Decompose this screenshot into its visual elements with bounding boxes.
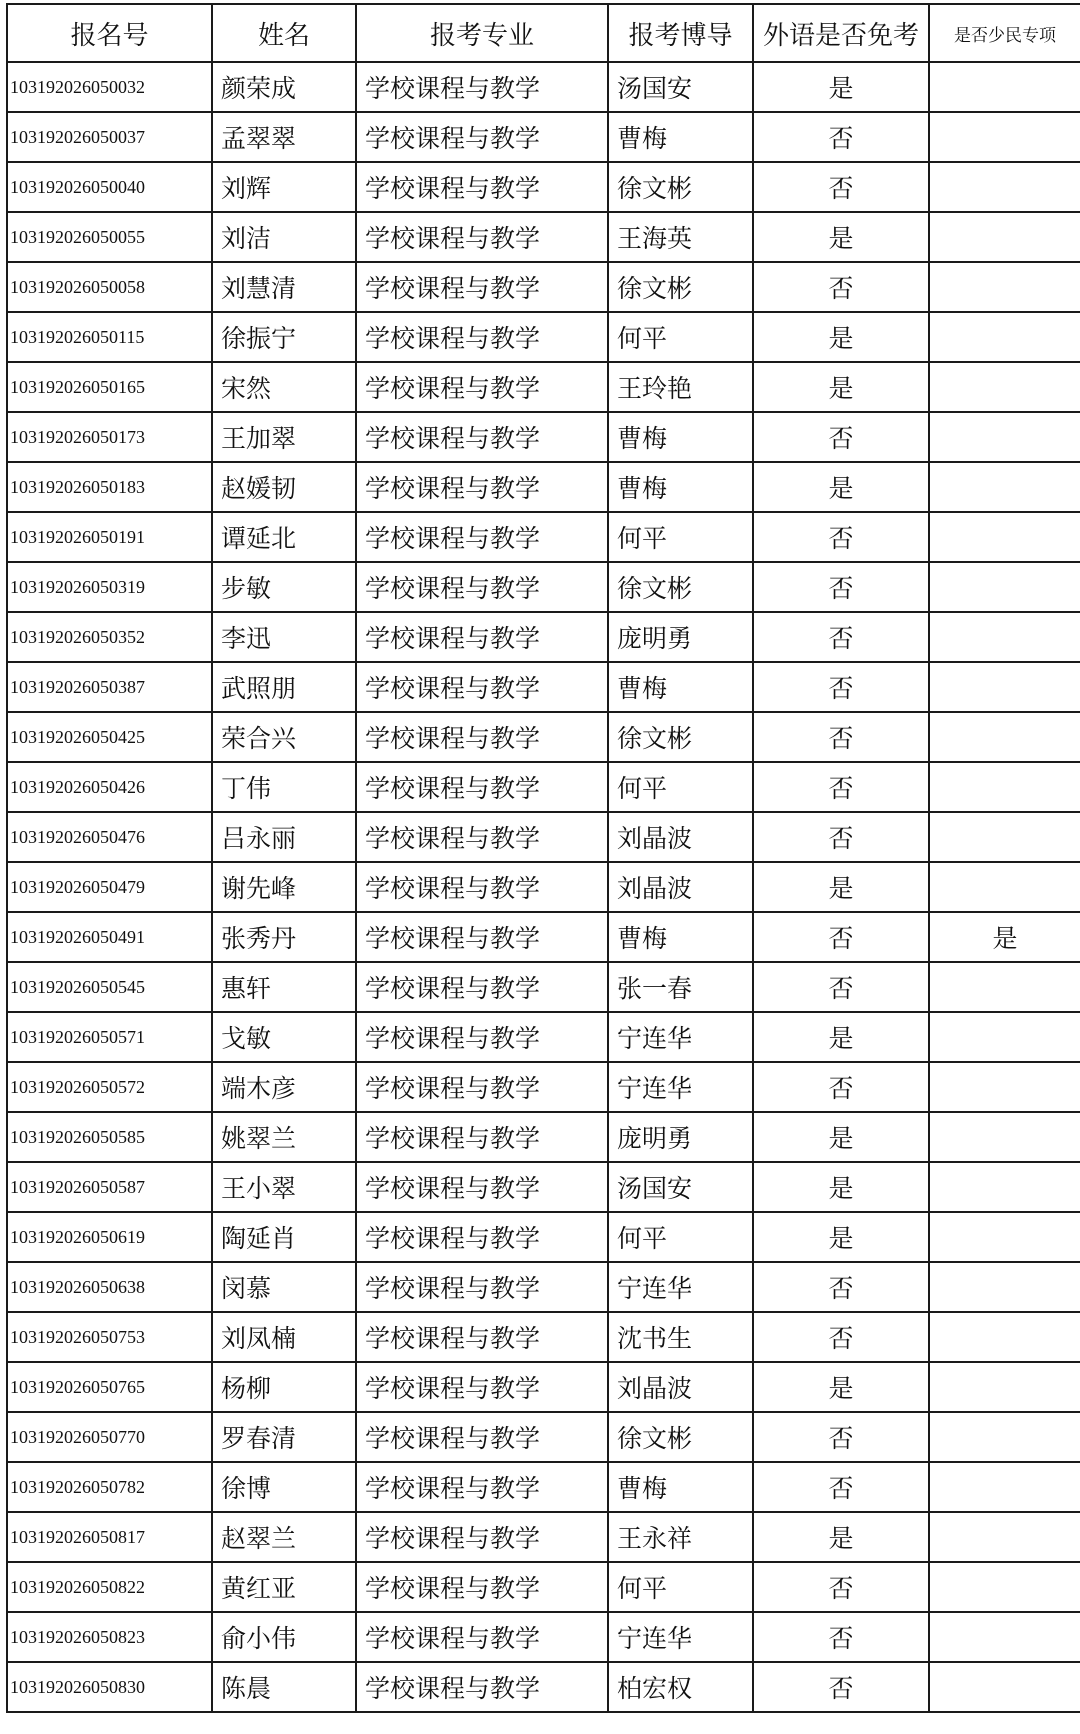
language-exempt-cell: 否 (753, 1462, 929, 1512)
name-cell: 刘凤楠 (212, 1312, 356, 1362)
registration-number-cell: 103192026050823 (7, 1612, 212, 1662)
language-exempt-cell: 否 (753, 912, 929, 962)
minority-program-cell (929, 62, 1080, 112)
name-cell: 刘辉 (212, 162, 356, 212)
major-cell: 学校课程与教学 (356, 962, 608, 1012)
language-exempt-cell: 否 (753, 812, 929, 862)
registration-number-cell: 103192026050037 (7, 112, 212, 162)
major-cell: 学校课程与教学 (356, 1362, 608, 1412)
advisor-cell: 徐文彬 (608, 262, 753, 312)
registration-number-cell: 103192026050352 (7, 612, 212, 662)
table-row (7, 562, 1080, 612)
language-exempt-cell: 否 (753, 1412, 929, 1462)
name-cell: 罗春清 (212, 1412, 356, 1462)
minority-program-cell (929, 162, 1080, 212)
registration-number-cell: 103192026050822 (7, 1562, 212, 1612)
table-row (7, 1562, 1080, 1612)
language-exempt-cell: 否 (753, 1662, 929, 1712)
registration-number-cell: 103192026050191 (7, 512, 212, 562)
minority-program-cell (929, 362, 1080, 412)
major-cell: 学校课程与教学 (356, 62, 608, 112)
registration-number-cell: 103192026050055 (7, 212, 212, 262)
table-row (7, 1012, 1080, 1062)
advisor-cell: 庞明勇 (608, 612, 753, 662)
table-row (7, 1062, 1080, 1112)
language-exempt-cell: 是 (753, 1162, 929, 1212)
major-cell: 学校课程与教学 (356, 1262, 608, 1312)
registration-number-cell: 103192026050587 (7, 1162, 212, 1212)
language-exempt-cell: 是 (753, 362, 929, 412)
minority-program-cell (929, 1262, 1080, 1312)
minority-program-cell (929, 1662, 1080, 1712)
name-cell: 吕永丽 (212, 812, 356, 862)
major-cell: 学校课程与教学 (356, 612, 608, 662)
name-cell: 赵翠兰 (212, 1512, 356, 1562)
major-cell: 学校课程与教学 (356, 412, 608, 462)
registration-number-cell: 103192026050545 (7, 962, 212, 1012)
table-row (7, 912, 1080, 962)
minority-program-cell (929, 562, 1080, 612)
advisor-cell: 何平 (608, 762, 753, 812)
table-row (7, 962, 1080, 1012)
name-cell: 刘洁 (212, 212, 356, 262)
name-cell: 谢先峰 (212, 862, 356, 912)
table-row (7, 812, 1080, 862)
table-body (7, 62, 1080, 1712)
language-exempt-cell: 否 (753, 662, 929, 712)
language-exempt-cell: 否 (753, 1262, 929, 1312)
advisor-cell: 何平 (608, 512, 753, 562)
advisor-cell: 宁连华 (608, 1012, 753, 1062)
table-row (7, 1612, 1080, 1662)
major-cell: 学校课程与教学 (356, 1412, 608, 1462)
advisor-cell: 曹梅 (608, 112, 753, 162)
table-row (7, 512, 1080, 562)
advisor-cell: 宁连华 (608, 1262, 753, 1312)
table-row (7, 62, 1080, 112)
table-row (7, 362, 1080, 412)
name-cell: 宋然 (212, 362, 356, 412)
major-cell: 学校课程与教学 (356, 462, 608, 512)
advisor-cell: 王玲艳 (608, 362, 753, 412)
language-exempt-cell: 否 (753, 712, 929, 762)
major-cell: 学校课程与教学 (356, 1112, 608, 1162)
registration-number-cell: 103192026050770 (7, 1412, 212, 1462)
language-exempt-cell: 是 (753, 1362, 929, 1412)
name-cell: 陈晨 (212, 1662, 356, 1712)
language-exempt-cell: 否 (753, 412, 929, 462)
minority-program-cell (929, 1112, 1080, 1162)
name-cell: 徐博 (212, 1462, 356, 1512)
advisor-cell: 曹梅 (608, 1462, 753, 1512)
minority-program-cell (929, 312, 1080, 362)
advisor-cell: 宁连华 (608, 1062, 753, 1112)
table-row (7, 312, 1080, 362)
name-cell: 徐振宁 (212, 312, 356, 362)
minority-program-cell (929, 412, 1080, 462)
name-cell: 王小翠 (212, 1162, 356, 1212)
major-cell: 学校课程与教学 (356, 362, 608, 412)
major-cell: 学校课程与教学 (356, 262, 608, 312)
advisor-cell: 汤国安 (608, 62, 753, 112)
table-row (7, 1362, 1080, 1412)
advisor-cell: 徐文彬 (608, 712, 753, 762)
table-row (7, 162, 1080, 212)
table-row (7, 412, 1080, 462)
name-cell: 孟翠翠 (212, 112, 356, 162)
minority-program-cell (929, 1612, 1080, 1662)
language-exempt-cell: 是 (753, 862, 929, 912)
minority-program-cell (929, 1312, 1080, 1362)
language-exempt-cell: 否 (753, 762, 929, 812)
registration-number-cell: 103192026050830 (7, 1662, 212, 1712)
registration-number-cell: 103192026050183 (7, 462, 212, 512)
advisor-cell: 曹梅 (608, 412, 753, 462)
header-registration-number: 报名号 (7, 4, 212, 62)
table-row (7, 1512, 1080, 1562)
major-cell: 学校课程与教学 (356, 1662, 608, 1712)
advisor-cell: 王永祥 (608, 1512, 753, 1562)
table-row (7, 762, 1080, 812)
applicant-table (6, 3, 1080, 1713)
minority-program-cell: 是 (929, 912, 1080, 962)
table-row (7, 862, 1080, 912)
table-row (7, 1112, 1080, 1162)
minority-program-cell (929, 962, 1080, 1012)
table-row (7, 1662, 1080, 1712)
registration-number-cell: 103192026050476 (7, 812, 212, 862)
language-exempt-cell: 是 (753, 1512, 929, 1562)
language-exempt-cell: 是 (753, 62, 929, 112)
registration-number-cell: 103192026050426 (7, 762, 212, 812)
major-cell: 学校课程与教学 (356, 1312, 608, 1362)
table-header-row (7, 4, 1080, 62)
advisor-cell: 刘晶波 (608, 812, 753, 862)
minority-program-cell (929, 1562, 1080, 1612)
major-cell: 学校课程与教学 (356, 1462, 608, 1512)
major-cell: 学校课程与教学 (356, 762, 608, 812)
minority-program-cell (929, 1062, 1080, 1112)
registration-number-cell: 103192026050115 (7, 312, 212, 362)
name-cell: 张秀丹 (212, 912, 356, 962)
name-cell: 丁伟 (212, 762, 356, 812)
name-cell: 陶延肖 (212, 1212, 356, 1262)
table-row (7, 1212, 1080, 1262)
major-cell: 学校课程与教学 (356, 1612, 608, 1662)
minority-program-cell (929, 212, 1080, 262)
name-cell: 荣合兴 (212, 712, 356, 762)
major-cell: 学校课程与教学 (356, 1212, 608, 1262)
name-cell: 刘慧清 (212, 262, 356, 312)
minority-program-cell (929, 1412, 1080, 1462)
table-row (7, 212, 1080, 262)
registration-number-cell: 103192026050638 (7, 1262, 212, 1312)
minority-program-cell (929, 612, 1080, 662)
minority-program-cell (929, 1012, 1080, 1062)
language-exempt-cell: 否 (753, 562, 929, 612)
minority-program-cell (929, 462, 1080, 512)
name-cell: 步敏 (212, 562, 356, 612)
language-exempt-cell: 否 (753, 962, 929, 1012)
major-cell: 学校课程与教学 (356, 162, 608, 212)
registration-number-cell: 103192026050479 (7, 862, 212, 912)
registration-number-cell: 103192026050585 (7, 1112, 212, 1162)
name-cell: 颜荣成 (212, 62, 356, 112)
minority-program-cell (929, 1212, 1080, 1262)
registration-number-cell: 103192026050032 (7, 62, 212, 112)
major-cell: 学校课程与教学 (356, 212, 608, 262)
name-cell: 惠轩 (212, 962, 356, 1012)
name-cell: 王加翠 (212, 412, 356, 462)
name-cell: 武照朋 (212, 662, 356, 712)
header-minority-program: 是否少民专项 (929, 4, 1080, 62)
advisor-cell: 徐文彬 (608, 162, 753, 212)
name-cell: 戈敏 (212, 1012, 356, 1062)
language-exempt-cell: 否 (753, 112, 929, 162)
applicant-table-sheet (6, 3, 1080, 1713)
minority-program-cell (929, 1512, 1080, 1562)
advisor-cell: 曹梅 (608, 462, 753, 512)
table-row (7, 262, 1080, 312)
major-cell: 学校课程与教学 (356, 712, 608, 762)
name-cell: 黄红亚 (212, 1562, 356, 1612)
name-cell: 闵慕 (212, 1262, 356, 1312)
registration-number-cell: 103192026050165 (7, 362, 212, 412)
language-exempt-cell: 是 (753, 1012, 929, 1062)
header-major: 报考专业 (356, 4, 608, 62)
advisor-cell: 刘晶波 (608, 862, 753, 912)
minority-program-cell (929, 812, 1080, 862)
language-exempt-cell: 是 (753, 312, 929, 362)
registration-number-cell: 103192026050571 (7, 1012, 212, 1062)
name-cell: 姚翠兰 (212, 1112, 356, 1162)
language-exempt-cell: 否 (753, 1562, 929, 1612)
major-cell: 学校课程与教学 (356, 562, 608, 612)
language-exempt-cell: 否 (753, 612, 929, 662)
table-row (7, 1262, 1080, 1312)
registration-number-cell: 103192026050765 (7, 1362, 212, 1412)
major-cell: 学校课程与教学 (356, 512, 608, 562)
major-cell: 学校课程与教学 (356, 1162, 608, 1212)
major-cell: 学校课程与教学 (356, 662, 608, 712)
name-cell: 俞小伟 (212, 1612, 356, 1662)
registration-number-cell: 103192026050319 (7, 562, 212, 612)
major-cell: 学校课程与教学 (356, 1562, 608, 1612)
language-exempt-cell: 是 (753, 1112, 929, 1162)
table-row (7, 462, 1080, 512)
header-advisor: 报考博导 (608, 4, 753, 62)
major-cell: 学校课程与教学 (356, 812, 608, 862)
advisor-cell: 何平 (608, 312, 753, 362)
minority-program-cell (929, 862, 1080, 912)
minority-program-cell (929, 762, 1080, 812)
table-row (7, 612, 1080, 662)
registration-number-cell: 103192026050425 (7, 712, 212, 762)
language-exempt-cell: 否 (753, 512, 929, 562)
advisor-cell: 汤国安 (608, 1162, 753, 1212)
registration-number-cell: 103192026050619 (7, 1212, 212, 1262)
advisor-cell: 曹梅 (608, 912, 753, 962)
table-row (7, 712, 1080, 762)
registration-number-cell: 103192026050173 (7, 412, 212, 462)
table-row (7, 1412, 1080, 1462)
advisor-cell: 徐文彬 (608, 1412, 753, 1462)
name-cell: 杨柳 (212, 1362, 356, 1412)
major-cell: 学校课程与教学 (356, 1512, 608, 1562)
name-cell: 李迅 (212, 612, 356, 662)
registration-number-cell: 103192026050753 (7, 1312, 212, 1362)
name-cell: 谭延北 (212, 512, 356, 562)
major-cell: 学校课程与教学 (356, 862, 608, 912)
registration-number-cell: 103192026050040 (7, 162, 212, 212)
major-cell: 学校课程与教学 (356, 1012, 608, 1062)
name-cell: 端木彦 (212, 1062, 356, 1112)
language-exempt-cell: 否 (753, 1312, 929, 1362)
advisor-cell: 庞明勇 (608, 1112, 753, 1162)
minority-program-cell (929, 662, 1080, 712)
major-cell: 学校课程与教学 (356, 912, 608, 962)
major-cell: 学校课程与教学 (356, 112, 608, 162)
header-name: 姓名 (212, 4, 356, 62)
advisor-cell: 何平 (608, 1212, 753, 1262)
table-row (7, 112, 1080, 162)
table-row (7, 1312, 1080, 1362)
name-cell: 赵媛韧 (212, 462, 356, 512)
registration-number-cell: 103192026050572 (7, 1062, 212, 1112)
major-cell: 学校课程与教学 (356, 1062, 608, 1112)
table-row (7, 1462, 1080, 1512)
minority-program-cell (929, 262, 1080, 312)
header-language-exempt: 外语是否免考 (753, 4, 929, 62)
minority-program-cell (929, 712, 1080, 762)
minority-program-cell (929, 512, 1080, 562)
advisor-cell: 曹梅 (608, 662, 753, 712)
advisor-cell: 何平 (608, 1562, 753, 1612)
language-exempt-cell: 是 (753, 462, 929, 512)
advisor-cell: 宁连华 (608, 1612, 753, 1662)
advisor-cell: 刘晶波 (608, 1362, 753, 1412)
registration-number-cell: 103192026050782 (7, 1462, 212, 1512)
minority-program-cell (929, 1462, 1080, 1512)
registration-number-cell: 103192026050058 (7, 262, 212, 312)
advisor-cell: 徐文彬 (608, 562, 753, 612)
table-row (7, 662, 1080, 712)
language-exempt-cell: 是 (753, 212, 929, 262)
language-exempt-cell: 是 (753, 1212, 929, 1262)
registration-number-cell: 103192026050491 (7, 912, 212, 962)
language-exempt-cell: 否 (753, 162, 929, 212)
advisor-cell: 张一春 (608, 962, 753, 1012)
advisor-cell: 柏宏权 (608, 1662, 753, 1712)
minority-program-cell (929, 1162, 1080, 1212)
language-exempt-cell: 否 (753, 1062, 929, 1112)
advisor-cell: 沈书生 (608, 1312, 753, 1362)
language-exempt-cell: 否 (753, 1612, 929, 1662)
minority-program-cell (929, 1362, 1080, 1412)
table-row (7, 1162, 1080, 1212)
registration-number-cell: 103192026050387 (7, 662, 212, 712)
minority-program-cell (929, 112, 1080, 162)
language-exempt-cell: 否 (753, 262, 929, 312)
advisor-cell: 王海英 (608, 212, 753, 262)
registration-number-cell: 103192026050817 (7, 1512, 212, 1562)
major-cell: 学校课程与教学 (356, 312, 608, 362)
